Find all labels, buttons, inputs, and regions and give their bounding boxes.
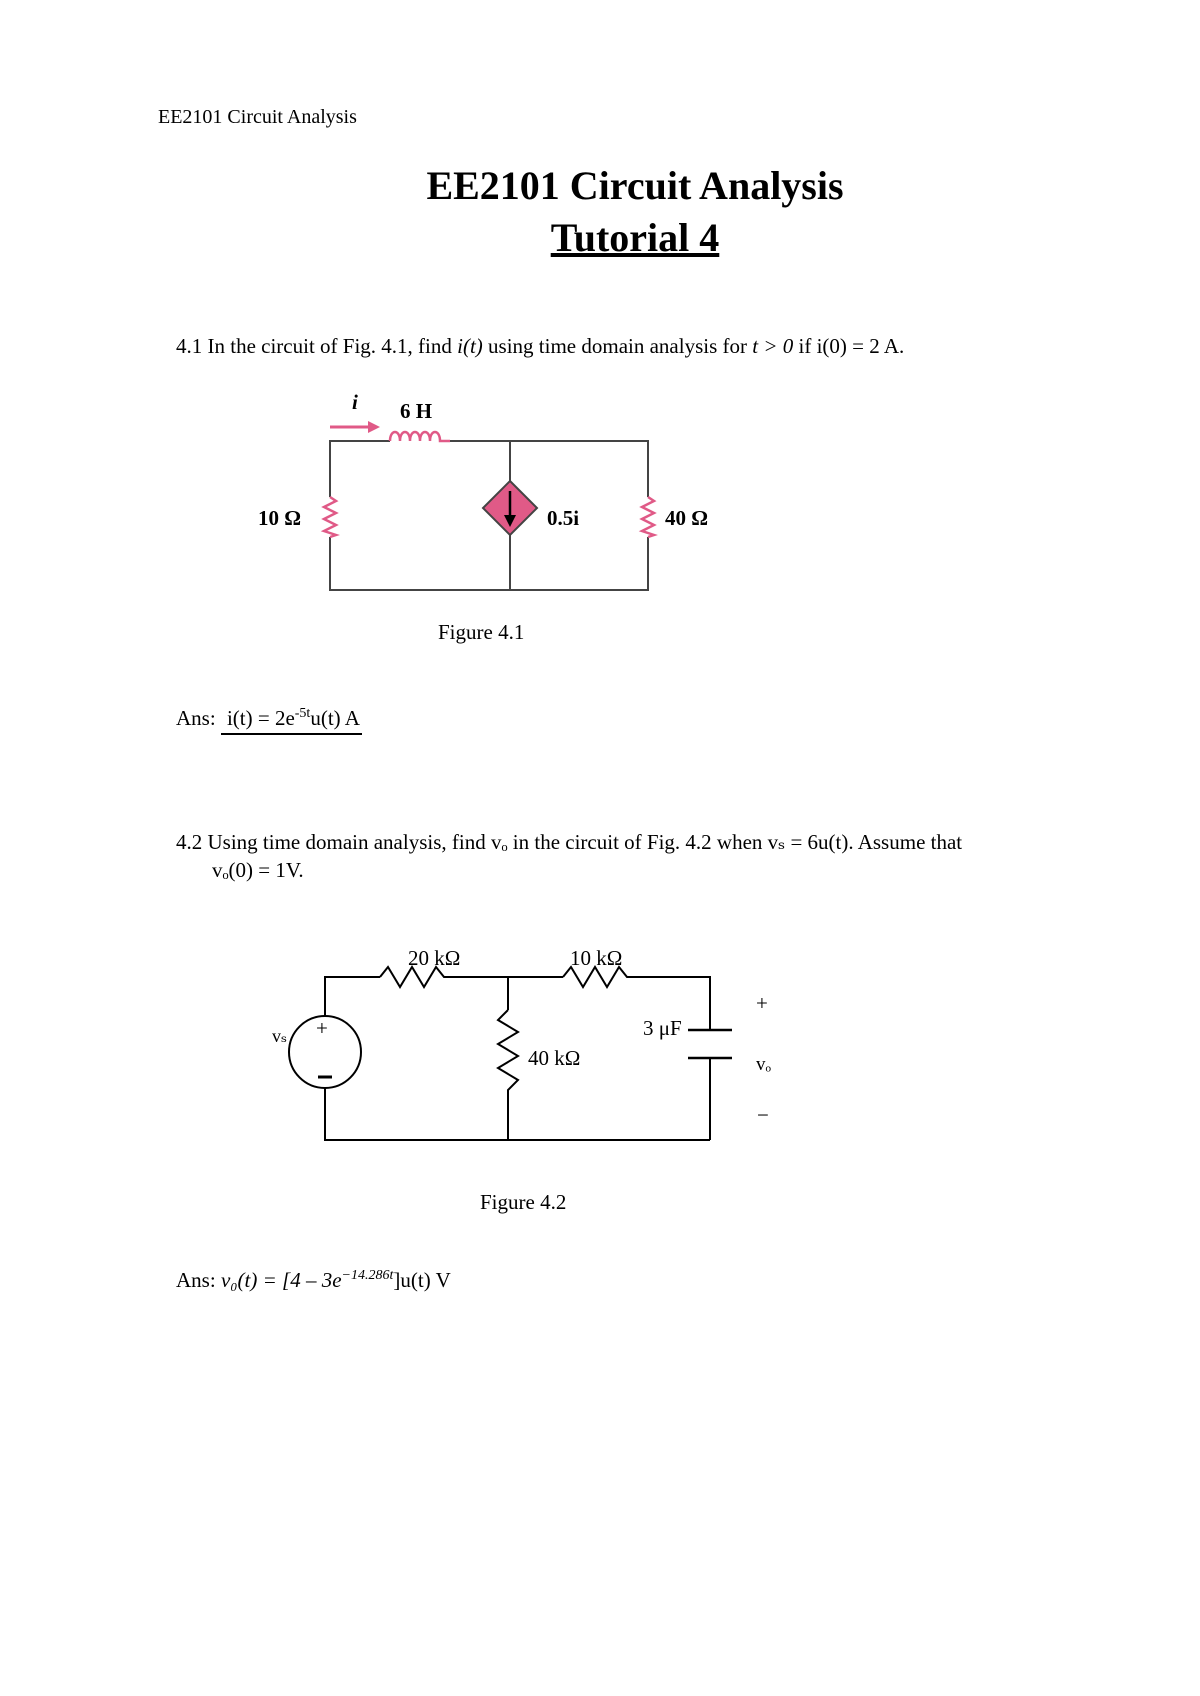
capacitor-icon [688,1030,732,1058]
inductor-label: 6 H [400,399,433,423]
page-subtitle: Tutorial 4 [550,215,720,260]
resistor-10k-icon [563,967,633,987]
right-resistor-label: 40 Ω [665,506,709,530]
capacitor-label: 3 μF [643,1016,682,1040]
answer-4-2 [176,1268,451,1293]
vo-minus: − [757,1103,769,1127]
math-t-condition: t > 0 [752,334,794,358]
resistor-10k-label: 10 kΩ [570,946,623,970]
page-title: EE2101 Circuit Analysis [426,163,844,208]
current-label: i [352,390,358,414]
source-plus: + [316,1016,328,1040]
answer-tail: u(t) A [310,706,360,730]
answer-expression [221,706,362,735]
question-text: In the circuit of Fig. 4.1, find [207,334,452,358]
resistor-20k-icon [380,967,450,987]
figure-caption: Figure 4.2 [480,1190,567,1214]
vo-plus: + [756,991,768,1015]
question-number: 4.1 [176,334,203,358]
dependent-source-label: 0.5i [547,506,580,530]
inductor-icon [390,432,450,441]
figure-4-1-circuit [240,385,740,600]
answer-exponent: −14.286t [341,1268,394,1283]
left-resistor-label: 10 Ω [258,506,302,530]
math-initial-condition: i(0) = 2 A. [816,334,905,358]
answer-lhs: v₀(t) = [4 – 3e [220,1268,342,1292]
question-number: 4.2 [176,830,203,854]
question-text-line2: vₒ(0) = 1V. [212,858,304,882]
question-text-line1: Using time domain analysis, find vₒ in the circuit of Fig. 4.2 when vₛ = 6u(t). Assume that [207,830,963,854]
resistor-40k-icon [498,1010,518,1100]
circuit-wires [330,441,648,590]
dependent-source-icon [483,481,537,535]
resistor-20k-label: 20 kΩ [408,946,461,970]
question-4-2 [176,828,1076,884]
answer-prefix: Ans: [176,706,216,730]
answer-lhs: i(t) = [226,706,270,730]
answer-4-1 [176,706,362,735]
current-arrow-icon [330,421,380,433]
figure-caption: Figure 4.1 [438,620,525,644]
figure-4-2-circuit [260,930,780,1155]
left-resistor-icon [324,497,336,537]
math-it: i(t) [457,334,483,358]
resistor-40k-label: 40 kΩ [528,1046,581,1070]
question-text: if [798,334,812,358]
answer-exponent: -5t [294,706,311,721]
circuit-wires [325,977,710,1140]
vo-label: vₒ [756,1054,771,1075]
question-4-1 [176,332,904,360]
answer-tail: ]u(t) V [393,1268,451,1292]
question-text: using time domain analysis for [488,334,747,358]
right-resistor-icon [642,497,654,537]
running-header: EE2101 Circuit Analysis [158,106,357,128]
answer-coef: 2e [274,706,295,730]
answer-prefix: Ans: [176,1268,216,1292]
source-label: vₛ [272,1026,288,1046]
